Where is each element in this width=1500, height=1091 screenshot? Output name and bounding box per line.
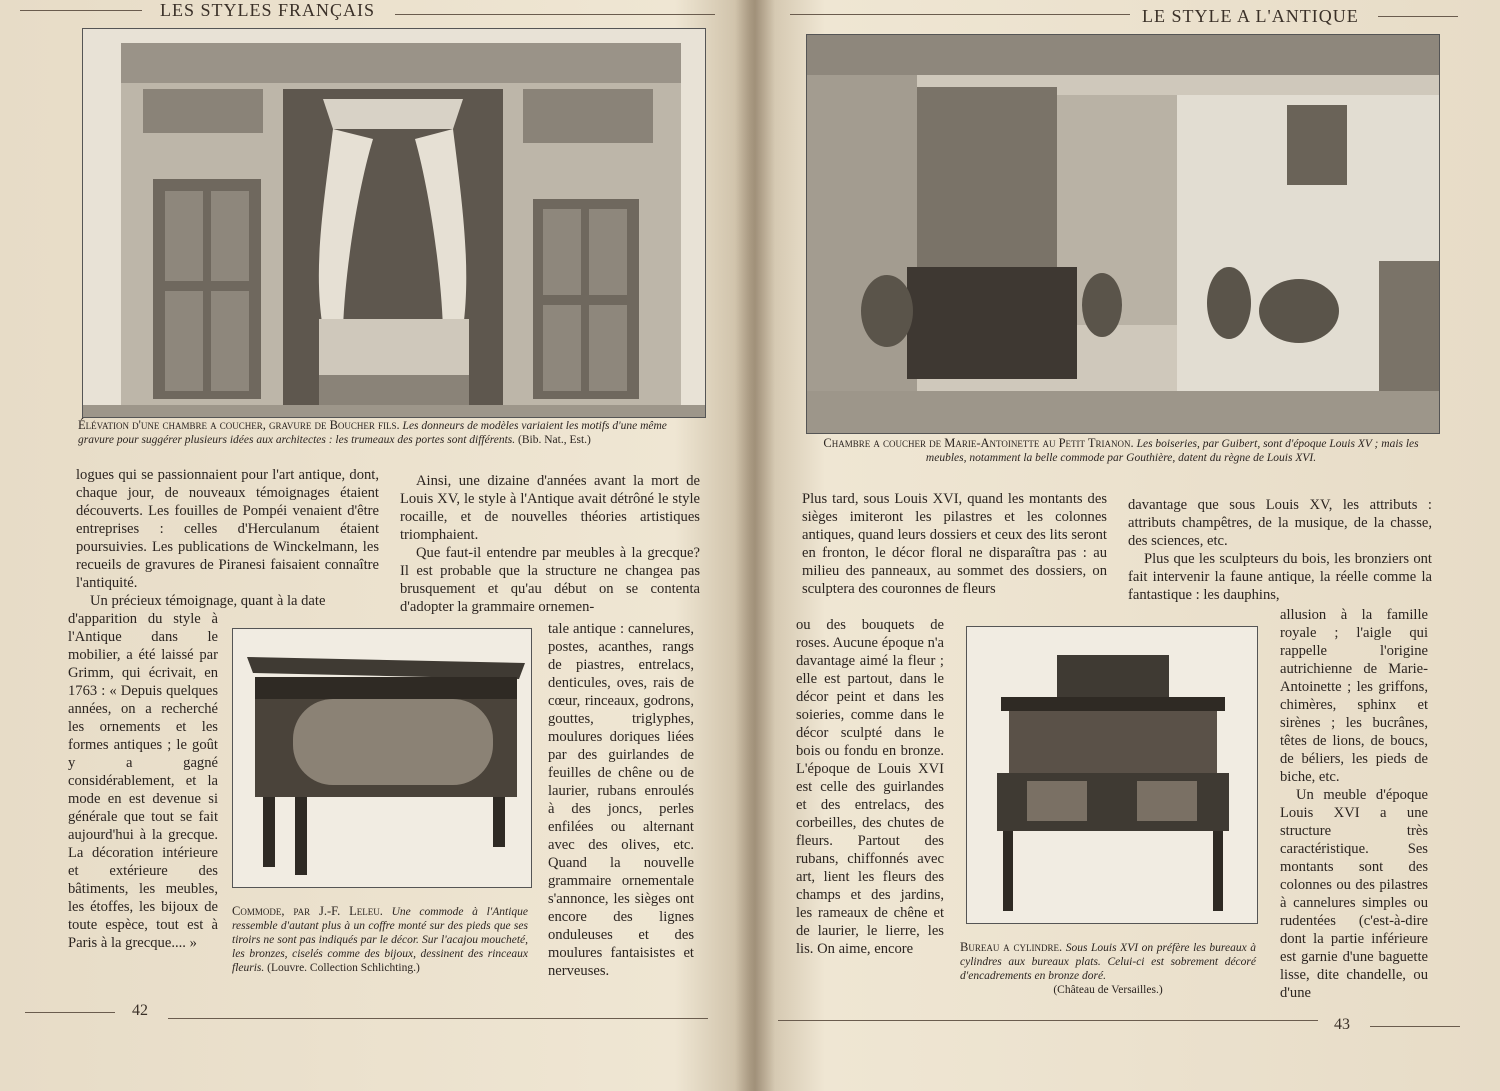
right-col1-wrap: ou des bouquets de roses. Aucune époque n'a davantage aimé la fleur ; elle est partout, dans le décor peint et dans les soieries, comme dans le décor sculpté dans le bois ou fondu en bronze. L'époque de Louis XVI est celle des guirlandes et des entrelacs, des corbeilles, des chutes de fleurs. Partout des rubans, chiffonnés avec art, lient les fleurs des champs et des jardins, les rameaux de chêne et de laurier, le lierre, les lis. On aime, encore	[796, 617, 944, 957]
footer-rule-right-a	[778, 1020, 1318, 1021]
footer-rule-left-a	[25, 1012, 115, 1013]
caption-engraving-title: Élévation d'une chambre a coucher, gravure de Boucher fils.	[78, 418, 400, 432]
caption-commode	[232, 904, 528, 975]
caption-commode-source: (Louvre. Collection Schlichting.)	[267, 962, 420, 974]
left-col2-para1: Ainsi, une dizaine d'années avant la mort de Louis XV, le style à l'Antique avait détrôné le style rocaille, et de nouvelles théories artistiques triomphaient.	[400, 473, 700, 543]
left-col2-wrap: tale antique : cannelures, postes, acanthes, rangs de piastres, entrelacs, denticules, oves, rais de cœur, rinceaux, godrons, gouttes, triglyphes, moulures doriques liées par des guirlandes de feuilles de chêne ou de laurier, rubans enroulés à des joncs, perles enfilées ou alternant avec des olives, etc. Quand la nouvelle grammaire ornementale s'annonce, les sièges ont encore des lignes onduleuses et des moulures fantaisistes et nerveuses.	[548, 621, 694, 979]
caption-engraving	[78, 418, 703, 447]
right-col2-para1: davantage que sous Louis XV, les attributs : attributs champêtres, de la musique, de la chasse, des sciences, etc.	[1128, 497, 1432, 549]
photo-commode	[232, 628, 532, 888]
right-page	[750, 0, 1500, 1091]
right-col1-text: Plus tard, sous Louis XVI, quand les montants des sièges imiteront les pilastres et les colonnes antiques, quand leurs dossiers et ceux des lits seront en fronton, le décor floral ne disparaîtra pas : au milieu des panneaux, au sommet des dossiers, on sculptera des couronnes de fleurs	[802, 491, 1107, 597]
photo-bedroom-trianon	[806, 34, 1440, 434]
caption-trianon-title: Chambre a coucher de Marie-Antoinette au Petit Trianon.	[823, 436, 1134, 450]
folio-right: 43	[1334, 1016, 1350, 1033]
caption-trianon-text: Les boiseries, par Guibert, sont d'époque Louis XV ; mais les meubles, notamment la belle commode par Gouthière, datent du règne de Louis XVI.	[925, 438, 1419, 464]
header-rule-left-a	[20, 10, 142, 11]
right-col2-para2: Plus que les sculpteurs du bois, les bronziers ont fait intervenir la faune antique, la réelle comme la fantastique : les dauphins,	[1128, 551, 1432, 603]
running-head-left: LES STYLES FRANÇAIS	[160, 0, 376, 20]
folio-left: 42	[132, 1002, 148, 1019]
header-rule-left-b	[395, 14, 715, 15]
caption-trianon	[804, 436, 1438, 465]
caption-commode-text: Une commode à l'Antique ressemble d'autant plus à un coffre monté sur des pieds que ses tiroirs ne sont pas indiqués par le décor. Sur l'acajou moucheté, les bronzes, ciselés comme des bijoux, dessinent des rinceaux fleuris.	[232, 906, 528, 974]
caption-bureau-text: Sous Louis XVI on préfère les bureaux à cylindres aux bureaux plats. Celui-ci est sobrement décoré d'encadrements en bronze doré.	[960, 942, 1257, 982]
photo-bureau-cylindre	[966, 626, 1258, 924]
right-col2-wrap-para: allusion à la famille royale ; l'aigle qui rappelle l'origine autrichienne de Marie-Antoinette ; les griffons, chimères, sphinx et sirènes ; les bucrânes, têtes de lions, de boucs, de béliers, les pieds de biche, etc.	[1280, 607, 1428, 785]
header-rule-right-a	[790, 14, 1130, 15]
left-col1-para1: logues qui se passionnaient pour l'art antique, dont, chaque jour, de nouveaux témoignages étaient découverts. Les fouilles de Pompéi venaient d'être entreprises : celles d'Herculanum étaient poursuivies. Les publications de Winckelmann, les recueils de gravures de Piranesi faisaient connaître l'antiquité.	[76, 467, 379, 591]
left-col1-text	[76, 466, 379, 610]
footer-rule-right-b	[1370, 1026, 1460, 1027]
caption-engraving-source: (Bib. Nat., Est.)	[518, 434, 591, 446]
caption-bureau-title: Bureau a cylindre.	[960, 940, 1063, 954]
left-col2-text	[400, 472, 700, 616]
caption-bureau-source: (Château de Versailles.)	[1053, 984, 1163, 996]
left-col1-wrap: d'apparition du style à l'Antique dans le mobilier, a été laissé par Grimm, qui écrivait, en 1763 : « Depuis quelques années, on a recherché les ornements et les formes antiques ; le goût y a gagné considérablement, et la mode en est devenue si générale que tout se fait aujourd'hui à la grecque. La décoration intérieure et extérieure des bâtiments, les meubles, les étoffes, les bijoux de toute espèce, tout est à Paris à la grecque.... »	[68, 611, 218, 951]
engraving-bedroom-elevation	[82, 28, 706, 418]
header-rule-right-b	[1378, 16, 1458, 17]
left-col2-para2: Que faut-il entendre par meubles à la grecque? Il est probable que la structure ne changea pas brusquement et qu'au début on se contenta d'adopter la grammaire ornemen-	[400, 545, 700, 615]
footer-rule-left-b	[168, 1018, 708, 1019]
caption-commode-title: Commode, par J.-F. Leleu.	[232, 904, 383, 918]
caption-bureau	[960, 940, 1256, 997]
caption-engraving-text: Les donneurs de modèles variaient les motifs d'une même gravure pour suggérer plusieurs idées aux architectes : les trumeaux des portes sont différents.	[78, 420, 667, 446]
left-col1-para2-start: Un précieux témoignage, quant à la date	[90, 593, 326, 609]
right-col2-wrap	[1280, 606, 1428, 1002]
right-col2-text	[1128, 496, 1432, 604]
running-head-right: LE STYLE A L'ANTIQUE	[1142, 6, 1359, 26]
right-col2-para3: Un meuble d'époque Louis XVI a une structure très caractéristique. Ses montants sont des colonnes ou des pilastres à cannelures simples ou rudentées (c'est-à-dire dont la partie inférieure est garnie d'une baguette lisse, dite chandelle, ou d'une	[1280, 787, 1428, 1001]
